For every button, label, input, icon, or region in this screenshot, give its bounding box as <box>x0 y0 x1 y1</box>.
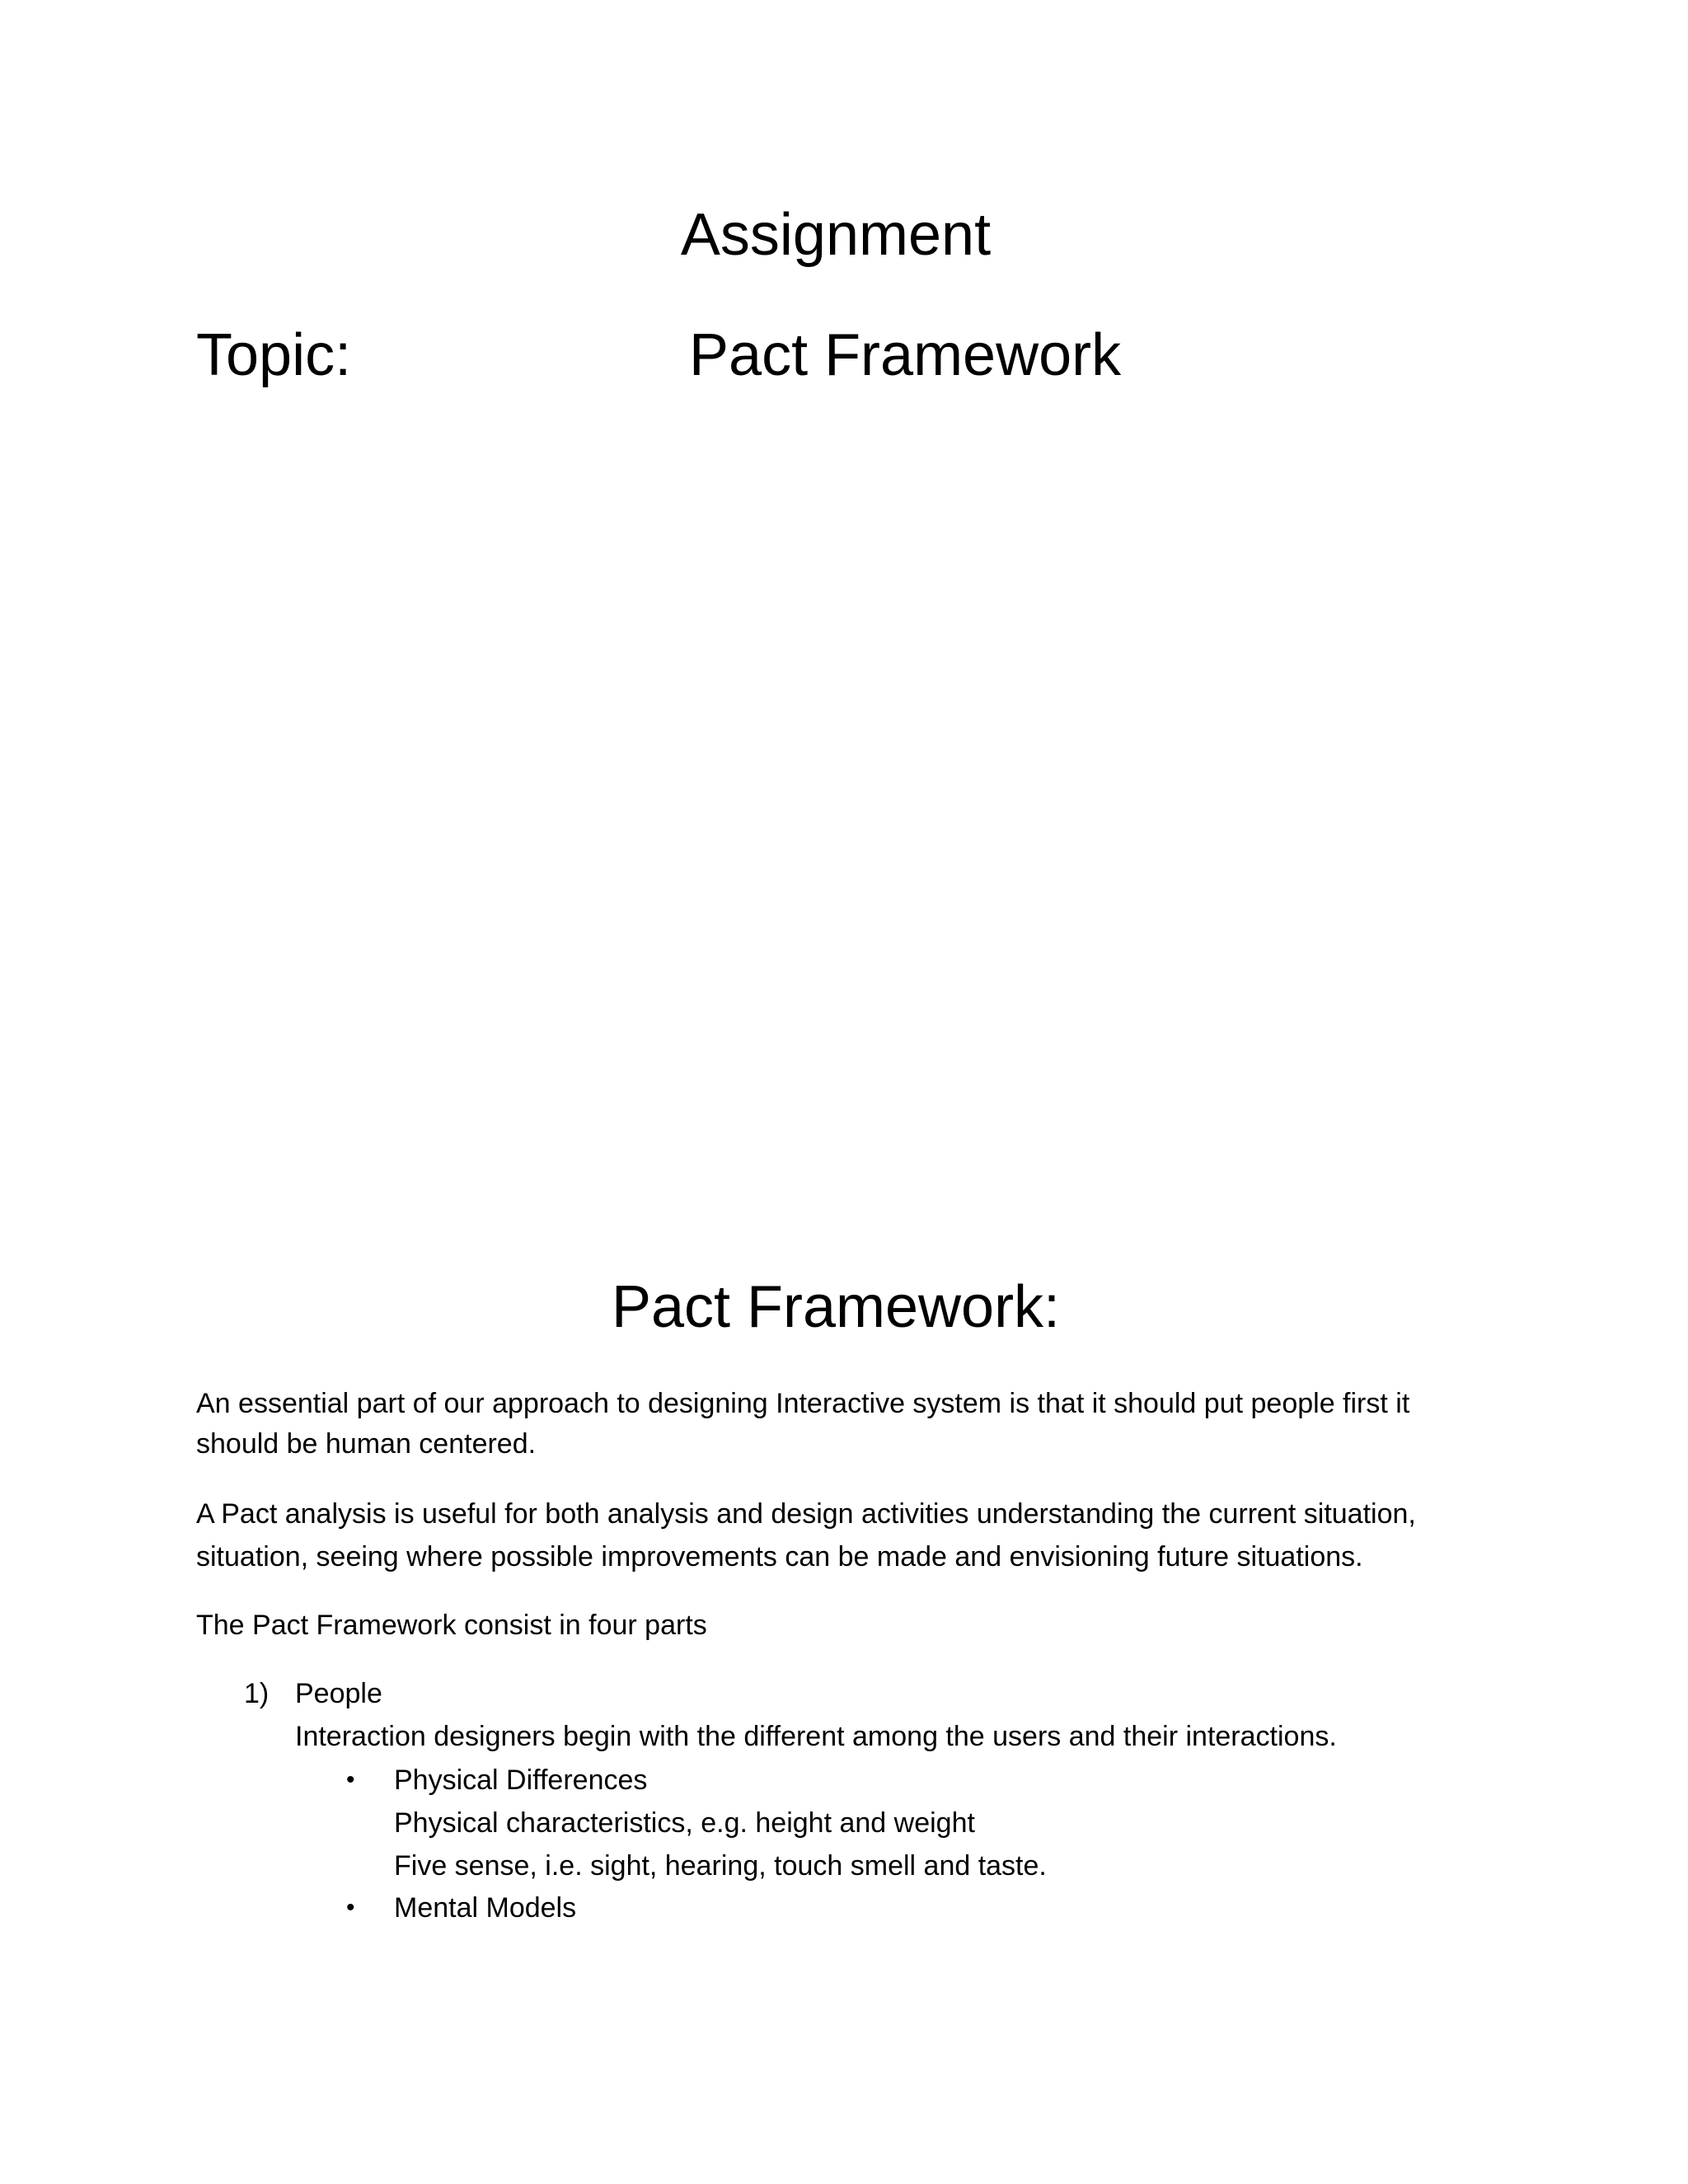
topic-label: Topic: <box>196 322 352 388</box>
section-heading: Pact Framework: <box>611 1274 1061 1340</box>
list-item-number: 1) <box>244 1678 270 1709</box>
paragraph-intro-line-2: should be human centered. <box>196 1428 537 1460</box>
list-item-description: Interaction designers begin with the different among the users and their interactions. <box>295 1721 1337 1752</box>
paragraph-analysis-line-1: A Pact analysis is useful for both analysis and design activities understanding the current situation, <box>196 1498 1416 1530</box>
subitem-title: Physical Differences <box>394 1765 648 1796</box>
list-item-title: People <box>295 1678 382 1709</box>
document-title: Assignment <box>680 202 992 268</box>
subitem-line: Physical characteristics, e.g. height and weight <box>394 1807 975 1839</box>
paragraph-parts: The Pact Framework consist in four parts <box>196 1610 707 1641</box>
subitem-title: Mental Models <box>394 1892 577 1924</box>
bullet-icon: • <box>346 1894 355 1921</box>
subitem-line: Five sense, i.e. sight, hearing, touch smell and taste. <box>394 1850 1047 1882</box>
paragraph-intro-line-1: An essential part of our approach to designing Interactive system is that it should put people first it <box>196 1388 1410 1419</box>
topic-value: Pact Framework <box>689 322 1122 388</box>
bullet-icon: • <box>346 1766 355 1793</box>
paragraph-analysis-line-2: situation, seeing where possible improvements can be made and envisioning future situations. <box>196 1541 1363 1572</box>
